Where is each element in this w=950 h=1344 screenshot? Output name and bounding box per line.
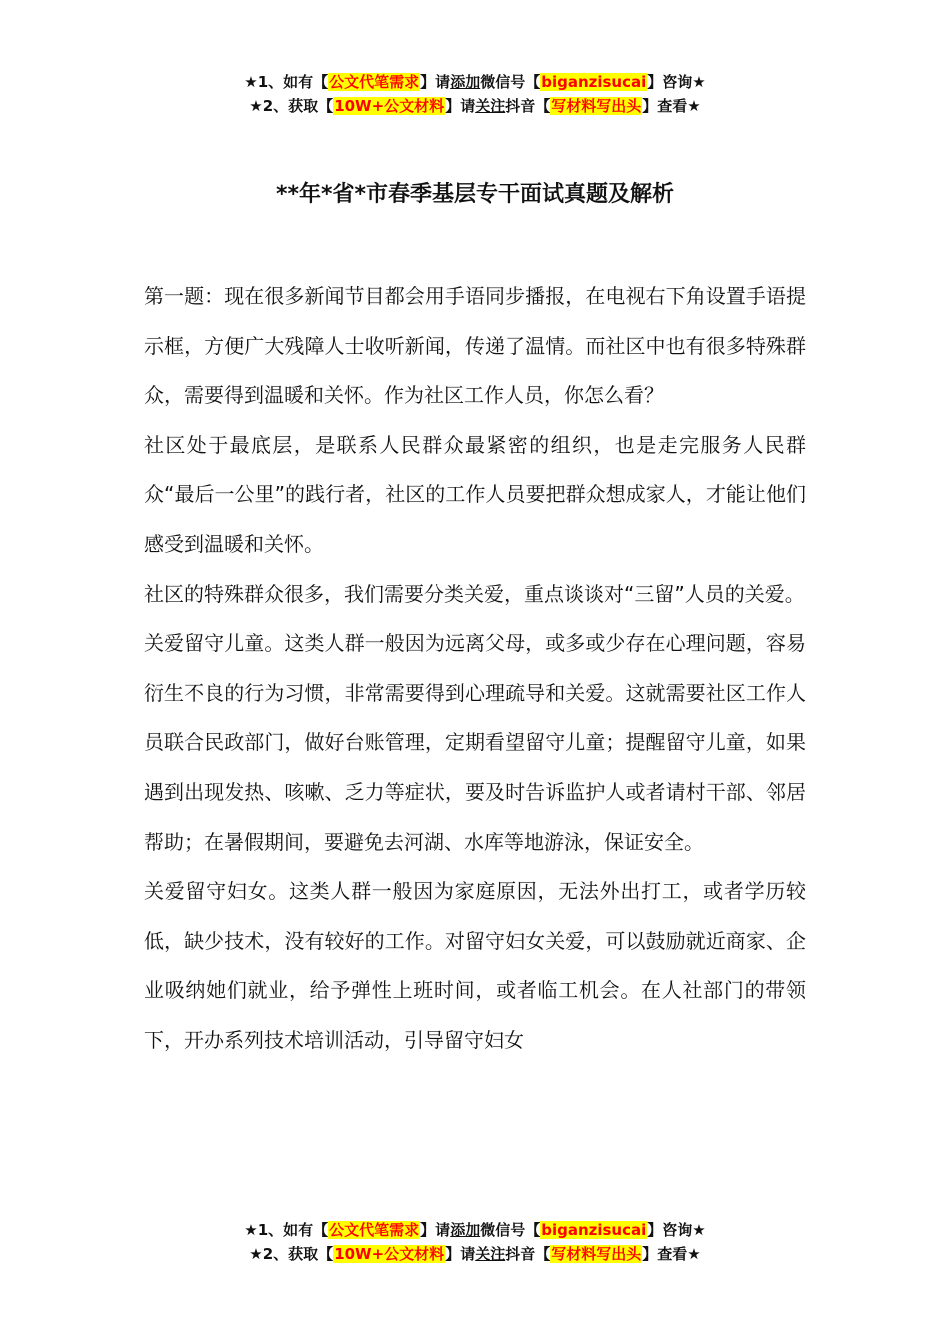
banner-underline: 关注 <box>475 97 506 115</box>
banner-underline: 添加 <box>450 73 481 91</box>
banner-text: 】请 <box>445 1245 476 1263</box>
paragraph: 第一题：现在很多新闻节目都会用手语同步播报，在电视右下角设置手语提示框，方便广大残障人士收听新闻，传递了温情。而社区中也有很多特殊群众，需要得到温暖和关怀。作为社区工作人员，你怎么看？ <box>144 284 806 408</box>
banner-text: ★2、获取【 <box>249 1245 334 1263</box>
banner-text: 】请 <box>420 1221 451 1239</box>
banner-text: 】咨询★ <box>647 73 706 91</box>
header-banner <box>0 70 950 118</box>
paragraph: 关爱留守儿童。这类人群一般因为远离父母，或多或少存在心理问题，容易衍生不良的行为习惯，非常需要得到心理疏导和关爱。这就需要社区工作人员联合民政部门，做好台账管理，定期看望留守儿童；提醒留守儿童，如果遇到出现发热、咳嗽、乏力等症状，要及时告诉监护人或者请村干部、邻居帮助；在暑假期间，要避免去河湖、水库等地游泳，保证安全。 <box>144 631 806 854</box>
banner-line-2 <box>0 94 950 118</box>
banner-underline: 关注 <box>475 1245 506 1263</box>
banner-line-1 <box>0 70 950 94</box>
banner-underline: 添加 <box>450 1221 481 1239</box>
banner-text: ★1、如有【 <box>244 73 329 91</box>
banner-highlight: biganzisucai <box>541 1221 647 1239</box>
banner-line-1 <box>0 1218 950 1242</box>
banner-text: 】咨询★ <box>647 1221 706 1239</box>
banner-highlight: 写材料写出头 <box>551 97 642 115</box>
banner-highlight: 公文代笔需求 <box>329 1221 420 1239</box>
paragraph: 社区处于最底层，是联系人民群众最紧密的组织，也是走完服务人民群众“最后一公里”的践行者，社区的工作人员要把群众想成家人，才能让他们感受到温暖和关怀。 <box>144 432 806 556</box>
document-title: **年*省*市春季基层专干面试真题及解析 <box>275 182 675 207</box>
banner-highlight: 10W+公文材料 <box>334 1245 445 1263</box>
banner-text: 微信号【 <box>480 73 541 91</box>
banner-highlight: 写材料写出头 <box>551 1245 642 1263</box>
paragraph: 社区的特殊群众很多，我们需要分类关爱，重点谈谈对“三留”人员的关爱。 <box>144 581 805 606</box>
banner-highlight: 公文代笔需求 <box>329 73 420 91</box>
banner-text: 】请 <box>420 73 451 91</box>
footer-banner <box>0 1218 950 1266</box>
banner-text: ★2、获取【 <box>249 97 334 115</box>
banner-line-2 <box>0 1242 950 1266</box>
banner-text: 抖音【 <box>505 97 551 115</box>
banner-text: 】查看★ <box>642 97 701 115</box>
banner-text: 】查看★ <box>642 1245 701 1263</box>
banner-text: 】请 <box>445 97 476 115</box>
banner-highlight: biganzisucai <box>541 73 647 91</box>
banner-text: 抖音【 <box>505 1245 551 1263</box>
paragraph: 关爱留守妇女。这类人群一般因为家庭原因，无法外出打工，或者学历较低，缺少技术，没有较好的工作。对留守妇女关爱，可以鼓励就近商家、企业吸纳她们就业，给予弹性上班时间，或者临工机会。在人社部门的带领下，开办系列技术培训活动，引导留守妇女 <box>144 879 806 1052</box>
banner-text: ★1、如有【 <box>244 1221 329 1239</box>
banner-text: 微信号【 <box>480 1221 541 1239</box>
banner-highlight: 10W+公文材料 <box>334 97 445 115</box>
document-body <box>144 272 806 1066</box>
